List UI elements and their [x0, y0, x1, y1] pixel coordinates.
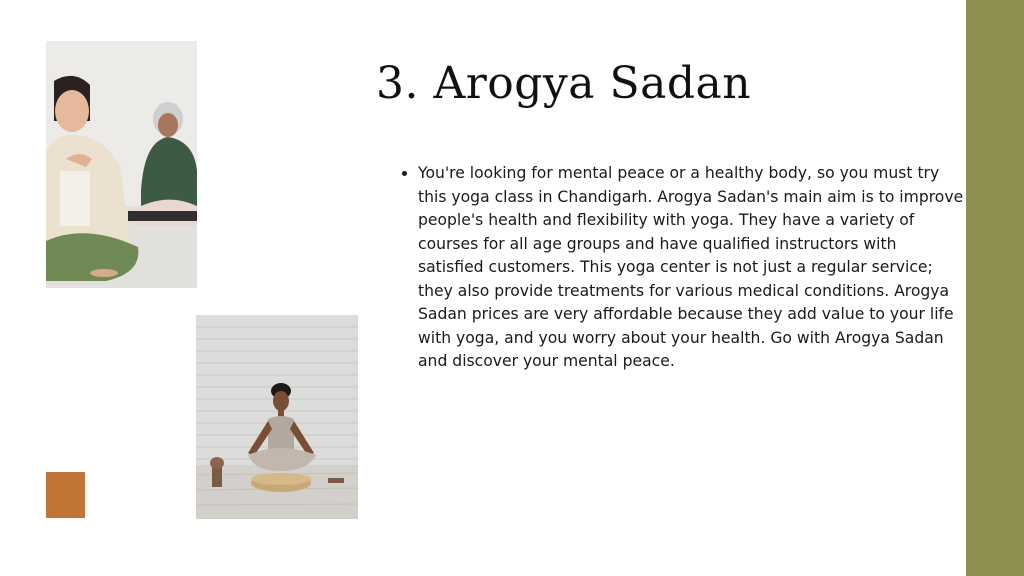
- lotus-pose-illustration: [196, 315, 358, 519]
- accent-square: [46, 472, 85, 518]
- meditating-women-illustration: [46, 41, 197, 288]
- slide-title: 3. Arogya Sadan: [376, 58, 752, 109]
- meditating-women-photo: [46, 41, 197, 288]
- lotus-pose-photo: [196, 315, 358, 519]
- accent-side-bar: [966, 0, 1024, 576]
- bullet-item: • You're looking for mental peace or a healthy body, so you must try this yoga class in Chandigarh. Arogya Sadan's main aim is to improve people's health and flexibility with yoga. They have a variety of courses for all age groups and have qualified instructors with satisfied customers. This yoga center is not just a regular service; they also provide treatments for various medical conditions. Arogya Sadan prices are very affordable because they add value to your life with yoga, and you worry about your health. Go with Arogya Sadan and discover your mental peace.: [418, 162, 966, 374]
- bullet-list: [400, 162, 966, 374]
